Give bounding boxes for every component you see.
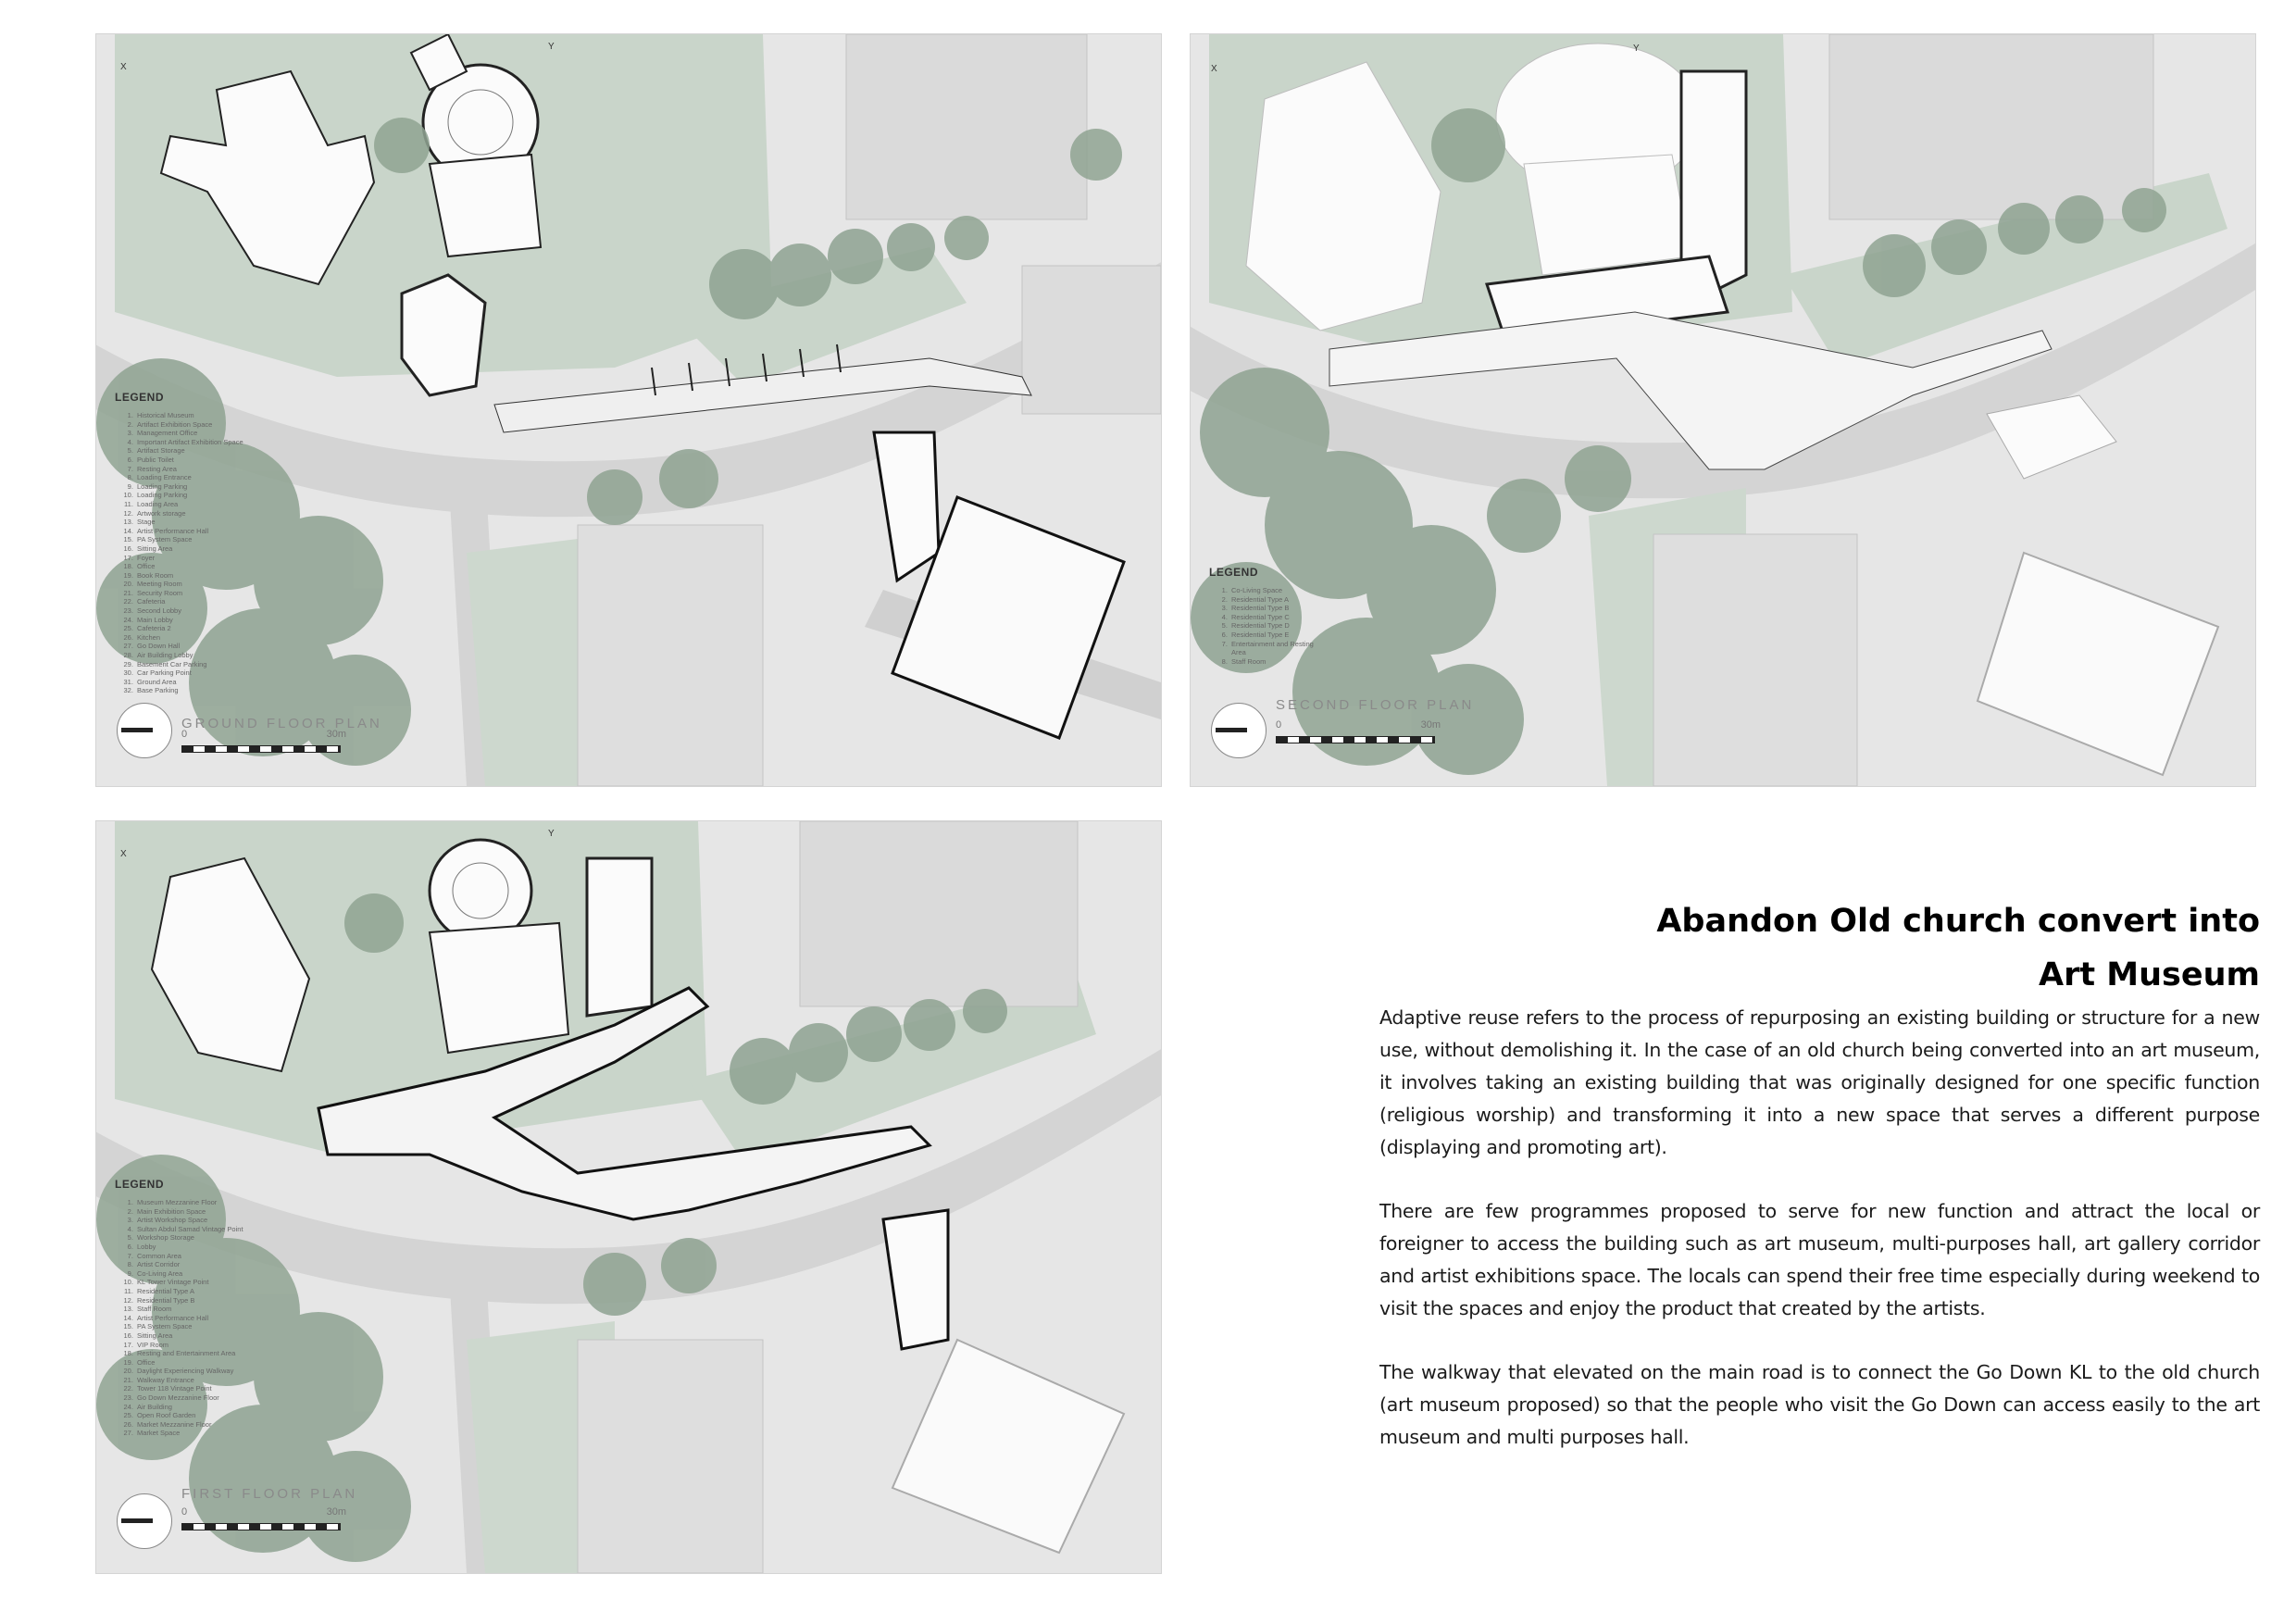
legend-list	[115, 1198, 254, 1438]
legend-item: 21. Security Room	[135, 589, 254, 598]
axis-x-label: X	[120, 62, 127, 72]
legend-item: 10. Loading Parking	[135, 491, 254, 500]
plan-title: FIRST FLOOR PLAN	[181, 1486, 358, 1502]
legend-item: 7. Entertainment and Resting Area	[1229, 640, 1320, 657]
legend-item: 8. Artist Corridor	[135, 1260, 254, 1269]
legend-item: 12. Artwork storage	[135, 509, 254, 518]
legend-item: 9. Loading Parking	[135, 482, 254, 492]
legend-item: 5. Workshop Storage	[135, 1233, 254, 1243]
legend-item: 17. VIP Room	[135, 1341, 254, 1350]
legend-item: 4. Sultan Abdul Samad Vintage Point	[135, 1225, 254, 1234]
legend-item: 22. Tower 118 Vintage Point	[135, 1384, 254, 1393]
legend-list	[115, 411, 254, 695]
legend-item: 17. Foyer	[135, 554, 254, 563]
axis-y-label: Y	[548, 829, 555, 839]
legend-item: 3. Management Office	[135, 429, 254, 438]
legend-item: 19. Book Room	[135, 571, 254, 581]
scale-bar	[1276, 719, 1441, 747]
legend-item: 8. Staff Room	[1229, 657, 1320, 667]
ground-floor-legend	[115, 391, 254, 695]
heading-line-2: Art Museum	[2039, 956, 2260, 993]
scale-start: 0	[181, 729, 188, 740]
legend-list	[1209, 586, 1320, 666]
legend-item: 10. KL Tower Vintage Point	[135, 1278, 254, 1287]
second-floor-legend	[1209, 566, 1320, 666]
legend-item: 4. Residential Type C	[1229, 613, 1320, 622]
legend-item: 7. Common Area	[135, 1252, 254, 1261]
paragraph: The walkway that elevated on the main road is to connect the Go Down KL to the old church (art museum proposed) so that the people who visit the Go Down can access easily to the art museum and multi purposes hall.	[1379, 1361, 2260, 1448]
legend-item: 3. Artist Workshop Space	[135, 1216, 254, 1225]
ground-floor-plan-panel	[95, 33, 1162, 787]
legend-item: 11. Loading Area	[135, 500, 254, 509]
scale-bar	[181, 729, 346, 756]
second-floor-plan-drawing	[1191, 34, 2255, 786]
legend-item: 3. Residential Type B	[1229, 604, 1320, 613]
legend-item: 14. Artist Performance Hall	[135, 1314, 254, 1323]
legend-item: 8. Loading Entrance	[135, 473, 254, 482]
legend-item: 32. Base Parking	[135, 686, 254, 695]
legend-item: 14. Artist Performance Hall	[135, 527, 254, 536]
legend-item: 21. Walkway Entrance	[135, 1376, 254, 1385]
plan-title: SECOND FLOOR PLAN	[1276, 697, 1475, 713]
legend-item: 25. Cafeteria 2	[135, 624, 254, 633]
north-arrow-icon	[117, 1493, 172, 1549]
legend-item: 30. Car Parking Point	[135, 668, 254, 678]
legend-item: 19. Office	[135, 1358, 254, 1368]
legend-item: 29. Basement Car Parking	[135, 660, 254, 669]
legend-item: 9. Co-Living Area	[135, 1269, 254, 1279]
legend-item: 11. Residential Type A	[135, 1287, 254, 1296]
second-floor-plan-panel	[1190, 33, 2256, 787]
legend-item: 1. Historical Museum	[135, 411, 254, 420]
axis-x-label: X	[120, 849, 127, 859]
legend-item: 24. Air Building	[135, 1403, 254, 1412]
legend-title: LEGEND	[115, 391, 165, 404]
legend-item: 18. Resting and Entertainment Area	[135, 1349, 254, 1358]
legend-item: 2. Main Exhibition Space	[135, 1207, 254, 1217]
legend-item: 12. Residential Type B	[135, 1296, 254, 1305]
legend-item: 28. Air Building Lobby	[135, 651, 254, 660]
legend-item: 26. Kitchen	[135, 633, 254, 643]
legend-item: 5. Residential Type D	[1229, 621, 1320, 631]
scale-start: 0	[1276, 719, 1282, 731]
scale-bar	[181, 1506, 346, 1534]
legend-item: 4. Important Artifact Exhibition Space	[135, 438, 254, 447]
legend-item: 13. Staff Room	[135, 1305, 254, 1314]
plan-title: GROUND FLOOR PLAN	[181, 716, 382, 731]
scale-end: 30m	[326, 1506, 346, 1518]
legend-item: 15. PA System Space	[135, 535, 254, 544]
axis-y-label: Y	[548, 42, 555, 52]
heading-line-1: Abandon Old church convert into	[1656, 903, 2260, 940]
paragraph: Adaptive reuse refers to the process of repurposing an existing building or structure for a new use, without demolishing it. In the case of an old church being converted into an art museum, it involves taking an existing building that was originally designed for one specific function (religious worship) and transforming it into a new space that serves a different purpose (displaying and promoting art).	[1379, 1006, 2260, 1158]
legend-item: 13. Stage	[135, 518, 254, 527]
legend-item: 20. Meeting Room	[135, 580, 254, 589]
first-floor-legend	[115, 1178, 254, 1438]
legend-item: 16. Sitting Area	[135, 544, 254, 554]
legend-item: 20. Daylight Experiencing Walkway	[135, 1367, 254, 1376]
axis-y-label: Y	[1633, 44, 1640, 54]
legend-item: 23. Second Lobby	[135, 606, 254, 616]
legend-item: 6. Residential Type E	[1229, 631, 1320, 640]
scale-start: 0	[181, 1506, 188, 1518]
legend-item: 6. Public Toilet	[135, 456, 254, 465]
legend-item: 26. Market Mezzanine Floor	[135, 1420, 254, 1430]
north-arrow-icon	[117, 703, 172, 758]
legend-item: 6. Lobby	[135, 1243, 254, 1252]
legend-item: 25. Open Roof Garden	[135, 1411, 254, 1420]
legend-title: LEGEND	[1209, 566, 1259, 579]
article	[1379, 894, 2260, 1485]
legend-item: 27. Market Space	[135, 1429, 254, 1438]
legend-item: 7. Resting Area	[135, 465, 254, 474]
legend-item: 22. Cafeteria	[135, 597, 254, 606]
legend-item: 27. Go Down Hall	[135, 642, 254, 651]
north-arrow-icon	[1211, 703, 1267, 758]
legend-item: 31. Ground Area	[135, 678, 254, 687]
legend-item: 2. Residential Type A	[1229, 595, 1320, 605]
first-floor-plan-panel	[95, 820, 1162, 1574]
scale-end: 30m	[1420, 719, 1441, 731]
axis-x-label: X	[1211, 64, 1217, 74]
legend-item: 16. Sitting Area	[135, 1331, 254, 1341]
legend-item: 1. Museum Mezzanine Floor	[135, 1198, 254, 1207]
legend-item: 24. Main Lobby	[135, 616, 254, 625]
article-heading	[1379, 894, 2260, 1002]
legend-item: 1. Co-Living Space	[1229, 586, 1320, 595]
legend-item: 23. Go Down Mezzanine Floor	[135, 1393, 254, 1403]
legend-item: 2. Artifact Exhibition Space	[135, 420, 254, 430]
scale-end: 30m	[326, 729, 346, 740]
first-floor-plan-drawing	[96, 821, 1161, 1573]
paragraph: There are few programmes proposed to serve for new function and attract the local or foreigner to access the building such as art museum, multi-purposes hall, art gallery corridor and artist exhibitions space. The locals can spend their free time especially during weekend to visit the spaces and enjoy the product that created by the artists.	[1379, 1200, 2260, 1319]
ground-floor-plan-drawing	[96, 34, 1161, 786]
legend-item: 5. Artifact Storage	[135, 446, 254, 456]
legend-item: 15. PA System Space	[135, 1322, 254, 1331]
legend-title: LEGEND	[115, 1178, 165, 1191]
legend-item: 18. Office	[135, 562, 254, 571]
